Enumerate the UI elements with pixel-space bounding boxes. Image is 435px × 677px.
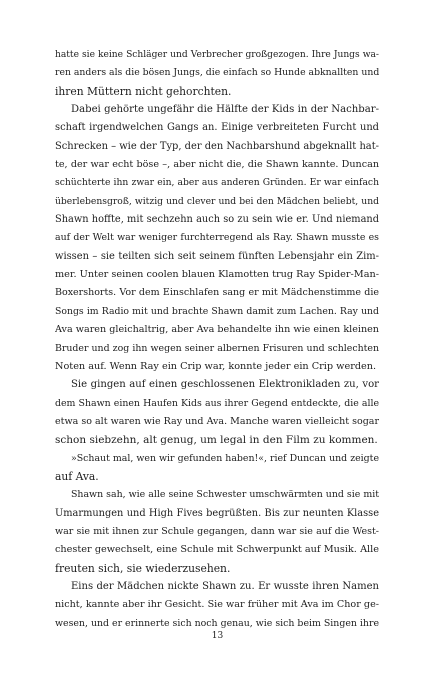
text-line: Shawn sah, wie alle seine Schwester umschwärmten und sie mit <box>71 489 379 501</box>
text-line: schaft irgendwelchen Gangs an. Einige verbreiteten Furcht und <box>55 122 379 134</box>
text-line: »Schaut mal, wen wir gefunden haben!«, rief Duncan und zeigte <box>71 452 379 464</box>
text-line: hatte sie keine Schläger und Verbrecher großgezogen. Ihre Jungs wa- <box>55 50 379 60</box>
text-line: Songs im Radio mit und brachte Shawn damit zum Lachen. Ray und <box>55 305 379 317</box>
page-number: 13 <box>211 631 224 641</box>
body-text <box>55 46 379 633</box>
text-line: Ava waren gleichaltrig, aber Ava behandelte ihn wie einen kleinen <box>55 324 379 336</box>
text-line: war sie mit ihnen zur Schule gegangen, dann war sie auf die West- <box>55 525 379 537</box>
text-line: schon siebzehn, alt genug, um legal in den Film zu kommen. <box>55 434 378 447</box>
text-line: dem Shawn einen Haufen Kids aus ihrer Gegend entdeckte, die alle <box>55 397 379 409</box>
text-line: etwa so alt waren wie Ray und Ava. Manche waren vielleicht sogar <box>55 415 379 427</box>
text-line: nicht, kannte aber ihr Gesicht. Sie war früher mit Ava im Chor ge- <box>55 599 379 611</box>
text-line: Boxershorts. Vor dem Einschlafen sang er mit Mädchenstimme die <box>55 287 379 299</box>
text-line: ihren Müttern nicht gehorchten. <box>55 84 232 98</box>
text-line: Noten auf. Wenn Ray ein Crip war, konnte jeder ein Crip werden. <box>55 360 377 372</box>
text-line: schüchterte ihn zwar ein, aber aus anderen Gründen. Er war einfach <box>55 177 379 189</box>
text-line: Sie gingen auf einen geschlossenen Elektronikladen zu, vor <box>71 379 379 391</box>
text-line: chester gewechselt, eine Schule mit Schwerpunkt auf Musik. Alle <box>55 544 379 556</box>
text-line: ren anders als die bösen Jungs, die einfach so Hunde abknallten und <box>55 67 379 79</box>
text-line: Umarmungen und High Fives begrüßten. Bis zur neunten Klasse <box>55 507 379 519</box>
text-line: auf Ava. <box>55 469 99 483</box>
text-line: mer. Unter seinen coolen blauen Klamotten trug Ray Spider-Man- <box>55 269 379 281</box>
text-line: Dabei gehörte ungefähr die Hälfte der Kids in der Nachbar- <box>71 104 379 116</box>
text-line: Eins der Mädchen nickte Shawn zu. Er wusste ihren Namen <box>71 580 379 592</box>
text-line: freuten sich, sie wiederzusehen. <box>55 561 231 575</box>
text-line: überlebensgroß, witzig und clever und bei den Mädchen beliebt, und <box>55 195 379 207</box>
text-line: Bruder und zog ihn wegen seiner albernen Frisuren und schlechten <box>55 342 379 354</box>
text-line: te, der war echt böse –, aber nicht die, die Shawn kannte. Duncan <box>55 159 379 171</box>
text-line: Schrecken – wie der Typ, der den Nachbarshund abgeknallt hat- <box>55 140 379 152</box>
text-line: wissen – sie teilten sich seit seinem fünften Lebensjahr ein Zim- <box>55 250 379 262</box>
text-line: Shawn hoffte, mit sechzehn auch so zu sein wie er. Und niemand <box>55 214 379 226</box>
text-line: auf der Welt war weniger furchterregend als Ray. Shawn musste es <box>55 232 379 244</box>
text-line: wesen, und er erinnerte sich noch genau, wie sich beim Singen ihre <box>55 617 379 629</box>
